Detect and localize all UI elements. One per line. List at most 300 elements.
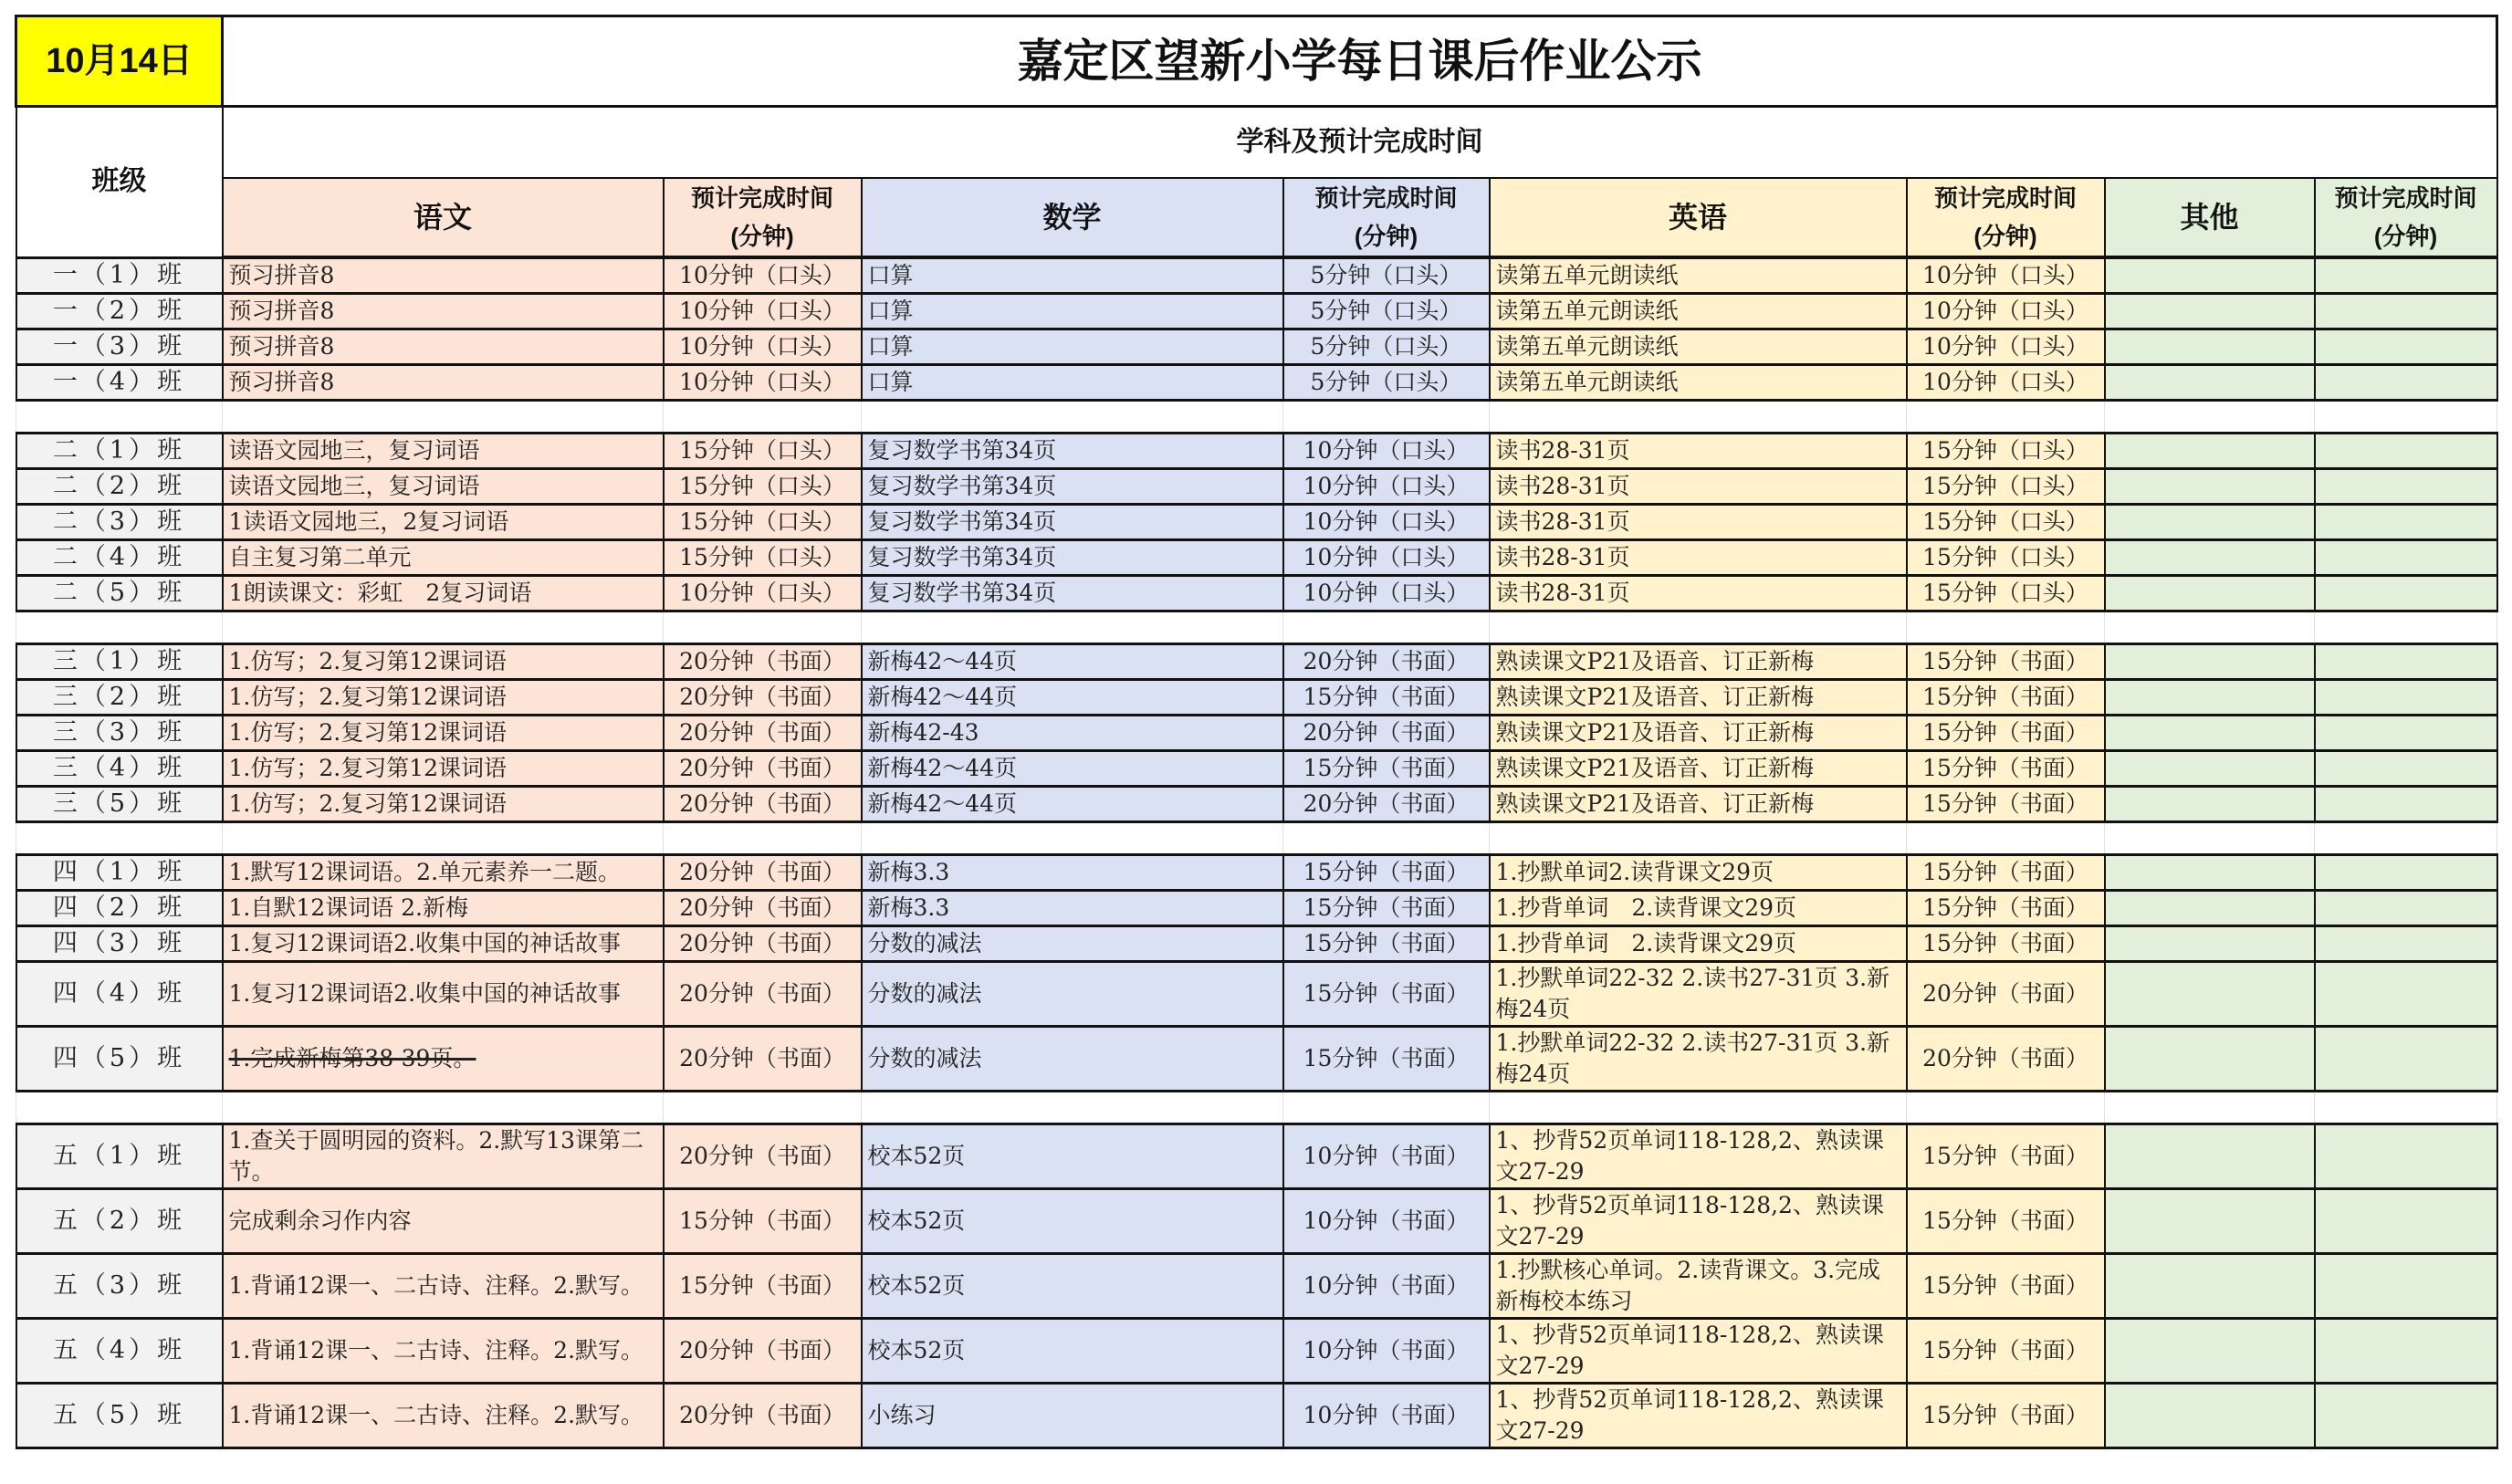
other-time-cell[interactable] bbox=[2315, 434, 2497, 469]
english-cell[interactable]: 读第五单元朗读纸 bbox=[1490, 257, 1907, 294]
yuwen-cell[interactable]: 1.复习12课词语2.收集中国的神话故事 bbox=[223, 926, 664, 962]
table-row bbox=[16, 680, 2497, 716]
time-unit: (分钟) bbox=[1354, 223, 1418, 250]
math-cell[interactable]: 口算 bbox=[862, 329, 1283, 365]
class-cell[interactable]: 四（3）班 bbox=[16, 926, 223, 962]
empty-cell bbox=[1907, 401, 2105, 434]
english-cell[interactable]: 读书28-31页 bbox=[1490, 540, 1907, 576]
table-row bbox=[16, 644, 2497, 680]
empty-cell bbox=[1907, 1092, 2105, 1124]
yuwen-time-cell[interactable]: 15分钟（书面） bbox=[664, 1254, 862, 1319]
table-row bbox=[16, 576, 2497, 611]
other-time-cell[interactable] bbox=[2315, 644, 2497, 680]
class-cell[interactable]: 四（5）班 bbox=[16, 1027, 223, 1092]
math-time-cell[interactable]: 10分钟（口头） bbox=[1283, 469, 1490, 505]
yuwen-cell[interactable]: 预习拼音8 bbox=[223, 257, 664, 294]
math-time-cell[interactable]: 15分钟（书面） bbox=[1283, 751, 1490, 787]
math-cell[interactable]: 校本52页 bbox=[862, 1189, 1283, 1254]
english-time-cell[interactable]: 15分钟（口头） bbox=[1907, 505, 2105, 540]
table-row bbox=[16, 1254, 2497, 1319]
yuwen-time-cell[interactable]: 20分钟（书面） bbox=[664, 680, 862, 716]
empty-cell bbox=[223, 401, 664, 434]
math-cell[interactable]: 新梅42～44页 bbox=[862, 680, 1283, 716]
yuwen-time-cell[interactable]: 20分钟（书面） bbox=[664, 644, 862, 680]
english-cell[interactable]: 1.抄默核心单词。2.读背课文。3.完成新梅校本练习 bbox=[1490, 1254, 1907, 1319]
class-cell[interactable]: 一（2）班 bbox=[16, 294, 223, 329]
yuwen-cell[interactable]: 读语文园地三，复习词语 bbox=[223, 469, 664, 505]
yuwen-cell[interactable]: 预习拼音8 bbox=[223, 329, 664, 365]
math-time-cell[interactable]: 10分钟（口头） bbox=[1283, 434, 1490, 469]
table-row bbox=[16, 1319, 2497, 1384]
yuwen-cell[interactable]: 1.仿写；2.复习第12课词语 bbox=[223, 787, 664, 822]
math-time-cell[interactable]: 20分钟（书面） bbox=[1283, 787, 1490, 822]
subject-header: 学科及预计完成时间 bbox=[223, 107, 2497, 179]
yuwen-time-cell[interactable]: 20分钟（书面） bbox=[664, 926, 862, 962]
math-time-cell[interactable]: 5分钟（口头） bbox=[1283, 329, 1490, 365]
table-row bbox=[16, 329, 2497, 365]
yuwen-cell[interactable]: 1.完成新梅第38-39页。 bbox=[223, 1027, 664, 1092]
class-cell[interactable]: 一（3）班 bbox=[16, 329, 223, 365]
yuwen-cell[interactable]: 1.仿写；2.复习第12课词语 bbox=[223, 716, 664, 751]
math-time-cell[interactable]: 15分钟（书面） bbox=[1283, 962, 1490, 1027]
class-cell[interactable]: 五（5）班 bbox=[16, 1384, 223, 1448]
date-cell: 10月14日 bbox=[16, 16, 223, 107]
empty-cell bbox=[1490, 1092, 1907, 1124]
math-cell[interactable]: 校本52页 bbox=[862, 1319, 1283, 1384]
empty-cell bbox=[1907, 611, 2105, 644]
english-time-cell[interactable]: 15分钟（书面） bbox=[1907, 1124, 2105, 1189]
table-row bbox=[16, 257, 2497, 294]
class-cell[interactable]: 三（1）班 bbox=[16, 644, 223, 680]
class-cell[interactable]: 四（2）班 bbox=[16, 891, 223, 926]
empty-cell bbox=[862, 401, 1283, 434]
english-cell[interactable]: 熟读课文P21及语音、订正新梅 bbox=[1490, 680, 1907, 716]
math-cell[interactable]: 口算 bbox=[862, 294, 1283, 329]
math-time-cell[interactable]: 15分钟（书面） bbox=[1283, 891, 1490, 926]
math-time-cell[interactable]: 15分钟（书面） bbox=[1283, 926, 1490, 962]
other-cell[interactable] bbox=[2105, 751, 2315, 787]
empty-cell bbox=[664, 611, 862, 644]
math-cell[interactable]: 复习数学书第34页 bbox=[862, 576, 1283, 611]
yuwen-time-cell[interactable]: 10分钟（口头） bbox=[664, 257, 862, 294]
class-cell[interactable]: 二（4）班 bbox=[16, 540, 223, 576]
yuwen-time-cell[interactable]: 15分钟（口头） bbox=[664, 540, 862, 576]
other-time-cell[interactable] bbox=[2315, 787, 2497, 822]
other-cell[interactable] bbox=[2105, 680, 2315, 716]
yuwen-cell[interactable]: 1.仿写；2.复习第12课词语 bbox=[223, 680, 664, 716]
other-cell[interactable] bbox=[2105, 1319, 2315, 1384]
other-time-cell[interactable] bbox=[2315, 540, 2497, 576]
other-cell[interactable] bbox=[2105, 294, 2315, 329]
other-cell[interactable] bbox=[2105, 1124, 2315, 1189]
class-cell[interactable]: 二（2）班 bbox=[16, 469, 223, 505]
empty-cell bbox=[2315, 822, 2497, 855]
table-row bbox=[16, 1124, 2497, 1189]
table-row bbox=[16, 962, 2497, 1027]
empty-cell bbox=[1907, 822, 2105, 855]
english-time-cell[interactable]: 15分钟（口头） bbox=[1907, 434, 2105, 469]
yuwen-time-cell[interactable]: 10分钟（口头） bbox=[664, 365, 862, 401]
other-cell[interactable] bbox=[2105, 855, 2315, 891]
math-cell[interactable]: 分数的减法 bbox=[862, 962, 1283, 1027]
yuwen-cell[interactable]: 1.查关于圆明园的资料。2.默写13课第二节。 bbox=[223, 1124, 664, 1189]
yuwen-time-cell[interactable]: 20分钟（书面） bbox=[664, 1319, 862, 1384]
class-cell[interactable]: 三（5）班 bbox=[16, 787, 223, 822]
math-cell[interactable]: 新梅3.3 bbox=[862, 855, 1283, 891]
other-cell[interactable] bbox=[2105, 1384, 2315, 1448]
math-cell[interactable]: 新梅42～44页 bbox=[862, 644, 1283, 680]
other-time-cell[interactable] bbox=[2315, 716, 2497, 751]
empty-cell bbox=[2315, 611, 2497, 644]
english-header: 英语 bbox=[1490, 178, 1907, 257]
yuwen-time-header bbox=[664, 178, 862, 257]
english-time-cell[interactable]: 15分钟（书面） bbox=[1907, 1384, 2105, 1448]
english-time-cell[interactable]: 15分钟（书面） bbox=[1907, 1189, 2105, 1254]
grade-separator-row bbox=[16, 611, 2497, 644]
empty-cell bbox=[16, 611, 223, 644]
time-unit: (分钟) bbox=[1973, 223, 2037, 250]
english-cell[interactable]: 读书28-31页 bbox=[1490, 505, 1907, 540]
english-cell[interactable]: 读第五单元朗读纸 bbox=[1490, 365, 1907, 401]
yuwen-time-cell[interactable]: 20分钟（书面） bbox=[664, 962, 862, 1027]
empty-cell bbox=[1490, 822, 1907, 855]
math-time-cell[interactable]: 10分钟（书面） bbox=[1283, 1319, 1490, 1384]
empty-cell bbox=[223, 1092, 664, 1124]
yuwen-time-cell[interactable]: 10分钟（口头） bbox=[664, 329, 862, 365]
english-cell[interactable]: 读第五单元朗读纸 bbox=[1490, 294, 1907, 329]
class-cell[interactable]: 一（4）班 bbox=[16, 365, 223, 401]
english-cell[interactable]: 1、抄背52页单词118-128,2、熟读课文27-29 bbox=[1490, 1384, 1907, 1448]
other-time-cell[interactable] bbox=[2315, 962, 2497, 1027]
other-cell[interactable] bbox=[2105, 891, 2315, 926]
table-row bbox=[16, 751, 2497, 787]
english-time-cell[interactable]: 15分钟（书面） bbox=[1907, 1254, 2105, 1319]
english-cell[interactable]: 熟读课文P21及语音、订正新梅 bbox=[1490, 787, 1907, 822]
class-header: 班级 bbox=[16, 107, 223, 258]
empty-cell bbox=[862, 822, 1283, 855]
math-cell[interactable]: 新梅42-43 bbox=[862, 716, 1283, 751]
empty-cell bbox=[16, 1092, 223, 1124]
yuwen-cell[interactable]: 1读语文园地三，2复习词语 bbox=[223, 505, 664, 540]
empty-cell bbox=[1283, 1092, 1490, 1124]
english-cell[interactable]: 熟读课文P21及语音、订正新梅 bbox=[1490, 644, 1907, 680]
empty-cell bbox=[2315, 401, 2497, 434]
english-cell[interactable]: 读书28-31页 bbox=[1490, 434, 1907, 469]
empty-cell bbox=[16, 822, 223, 855]
class-cell[interactable]: 五（1）班 bbox=[16, 1124, 223, 1189]
math-time-cell[interactable]: 10分钟（书面） bbox=[1283, 1254, 1490, 1319]
page-title: 嘉定区望新小学每日课后作业公示 bbox=[223, 16, 2497, 107]
other-cell[interactable] bbox=[2105, 540, 2315, 576]
other-cell[interactable] bbox=[2105, 787, 2315, 822]
empty-cell bbox=[862, 611, 1283, 644]
yuwen-time-cell[interactable]: 20分钟（书面） bbox=[664, 716, 862, 751]
empty-cell bbox=[2105, 611, 2315, 644]
english-time-cell[interactable]: 10分钟（口头） bbox=[1907, 257, 2105, 294]
homework-table bbox=[15, 15, 2498, 1449]
math-time-cell[interactable]: 10分钟（书面） bbox=[1283, 1124, 1490, 1189]
other-cell[interactable] bbox=[2105, 505, 2315, 540]
yuwen-time-cell[interactable]: 20分钟（书面） bbox=[664, 1384, 862, 1448]
other-cell[interactable] bbox=[2105, 257, 2315, 294]
english-cell[interactable]: 1、抄背52页单词118-128,2、熟读课文27-29 bbox=[1490, 1124, 1907, 1189]
empty-cell bbox=[223, 822, 664, 855]
empty-cell bbox=[1283, 822, 1490, 855]
english-time-cell[interactable]: 15分钟（书面） bbox=[1907, 855, 2105, 891]
yuwen-cell[interactable]: 1.背诵12课一、二古诗、注释。2.默写。 bbox=[223, 1384, 664, 1448]
other-cell[interactable] bbox=[2105, 716, 2315, 751]
yuwen-time-cell[interactable]: 20分钟（书面） bbox=[664, 1027, 862, 1092]
other-cell[interactable] bbox=[2105, 434, 2315, 469]
table-row bbox=[16, 1189, 2497, 1254]
other-time-cell[interactable] bbox=[2315, 1189, 2497, 1254]
math-cell[interactable]: 复习数学书第34页 bbox=[862, 469, 1283, 505]
table-row bbox=[16, 540, 2497, 576]
other-header: 其他 bbox=[2105, 178, 2315, 257]
class-cell[interactable]: 五（3）班 bbox=[16, 1254, 223, 1319]
class-cell[interactable]: 四（1）班 bbox=[16, 855, 223, 891]
math-cell[interactable]: 分数的减法 bbox=[862, 926, 1283, 962]
math-time-cell[interactable]: 15分钟（书面） bbox=[1283, 855, 1490, 891]
class-cell[interactable]: 二（5）班 bbox=[16, 576, 223, 611]
table-row bbox=[16, 787, 2497, 822]
other-cell[interactable] bbox=[2105, 1027, 2315, 1092]
table-row bbox=[16, 294, 2497, 329]
empty-cell bbox=[2105, 1092, 2315, 1124]
english-cell[interactable]: 1.抄默单词22-32 2.读书27-31页 3.新梅24页 bbox=[1490, 962, 1907, 1027]
empty-cell bbox=[16, 401, 223, 434]
math-cell[interactable]: 口算 bbox=[862, 257, 1283, 294]
empty-cell bbox=[664, 1092, 862, 1124]
other-cell[interactable] bbox=[2105, 365, 2315, 401]
other-time-cell[interactable] bbox=[2315, 680, 2497, 716]
math-time-cell[interactable]: 10分钟（口头） bbox=[1283, 576, 1490, 611]
english-cell[interactable]: 1.抄背单词 2.读背课文29页 bbox=[1490, 891, 1907, 926]
english-time-cell[interactable]: 15分钟（口头） bbox=[1907, 540, 2105, 576]
math-cell[interactable]: 校本52页 bbox=[862, 1254, 1283, 1319]
english-time-cell[interactable]: 15分钟（口头） bbox=[1907, 469, 2105, 505]
english-time-cell[interactable]: 15分钟（口头） bbox=[1907, 576, 2105, 611]
class-cell[interactable]: 三（4）班 bbox=[16, 751, 223, 787]
yuwen-time-cell[interactable]: 10分钟（口头） bbox=[664, 576, 862, 611]
table-row bbox=[16, 855, 2497, 891]
yuwen-cell[interactable]: 预习拼音8 bbox=[223, 365, 664, 401]
english-time-cell[interactable]: 15分钟（书面） bbox=[1907, 644, 2105, 680]
yuwen-cell[interactable]: 1.仿写；2.复习第12课词语 bbox=[223, 644, 664, 680]
math-cell[interactable]: 复习数学书第34页 bbox=[862, 434, 1283, 469]
table-row bbox=[16, 716, 2497, 751]
math-time-cell[interactable]: 5分钟（口头） bbox=[1283, 365, 1490, 401]
yuwen-cell[interactable]: 1.背诵12课一、二古诗、注释。2.默写。 bbox=[223, 1254, 664, 1319]
time-unit: (分钟) bbox=[2373, 223, 2438, 250]
other-cell[interactable] bbox=[2105, 1189, 2315, 1254]
math-time-cell[interactable]: 20分钟（书面） bbox=[1283, 716, 1490, 751]
english-time-cell[interactable]: 15分钟（书面） bbox=[1907, 716, 2105, 751]
yuwen-cell[interactable]: 1朗读课文：彩虹 2复习词语 bbox=[223, 576, 664, 611]
math-cell[interactable]: 分数的减法 bbox=[862, 1027, 1283, 1092]
english-cell[interactable]: 读书28-31页 bbox=[1490, 576, 1907, 611]
english-cell[interactable]: 1、抄背52页单词118-128,2、熟读课文27-29 bbox=[1490, 1319, 1907, 1384]
math-time-cell[interactable]: 10分钟（书面） bbox=[1283, 1189, 1490, 1254]
other-time-cell[interactable] bbox=[2315, 1027, 2497, 1092]
english-cell[interactable]: 熟读课文P21及语音、订正新梅 bbox=[1490, 751, 1907, 787]
time-unit: (分钟) bbox=[730, 223, 794, 250]
other-cell[interactable] bbox=[2105, 644, 2315, 680]
other-time-cell[interactable] bbox=[2315, 576, 2497, 611]
yuwen-time-cell[interactable]: 15分钟（书面） bbox=[664, 1189, 862, 1254]
class-cell[interactable]: 五（2）班 bbox=[16, 1189, 223, 1254]
yuwen-time-cell[interactable]: 20分钟（书面） bbox=[664, 1124, 862, 1189]
other-cell[interactable] bbox=[2105, 926, 2315, 962]
empty-cell bbox=[1283, 611, 1490, 644]
empty-cell bbox=[664, 401, 862, 434]
yuwen-cell[interactable]: 读语文园地三，复习词语 bbox=[223, 434, 664, 469]
other-cell[interactable] bbox=[2105, 1254, 2315, 1319]
empty-cell bbox=[1490, 401, 1907, 434]
table-row bbox=[16, 1384, 2497, 1448]
yuwen-cell[interactable]: 1.默写12课词语。2.单元素养一二题。 bbox=[223, 855, 664, 891]
table-row bbox=[16, 926, 2497, 962]
yuwen-time-cell[interactable]: 15分钟（口头） bbox=[664, 434, 862, 469]
time-label: 预计完成时间 bbox=[1933, 184, 2077, 212]
english-time-cell[interactable]: 15分钟（书面） bbox=[1907, 787, 2105, 822]
empty-cell bbox=[2105, 822, 2315, 855]
yuwen-header: 语文 bbox=[223, 178, 664, 257]
other-time-cell[interactable] bbox=[2315, 926, 2497, 962]
empty-cell bbox=[2105, 401, 2315, 434]
yuwen-time-cell[interactable]: 20分钟（书面） bbox=[664, 751, 862, 787]
other-time-cell[interactable] bbox=[2315, 1384, 2497, 1448]
english-time-cell[interactable]: 10分钟（口头） bbox=[1907, 294, 2105, 329]
class-cell[interactable]: 二（1）班 bbox=[16, 434, 223, 469]
grade-separator-row bbox=[16, 401, 2497, 434]
other-time-cell[interactable] bbox=[2315, 1124, 2497, 1189]
other-time-cell[interactable] bbox=[2315, 891, 2497, 926]
math-time-cell[interactable]: 20分钟（书面） bbox=[1283, 644, 1490, 680]
empty-cell bbox=[223, 611, 664, 644]
english-cell[interactable]: 1、抄背52页单词118-128,2、熟读课文27-29 bbox=[1490, 1189, 1907, 1254]
other-time-cell[interactable] bbox=[2315, 329, 2497, 365]
yuwen-time-cell[interactable]: 20分钟（书面） bbox=[664, 855, 862, 891]
yuwen-cell[interactable]: 1.自默12课词语 2.新梅 bbox=[223, 891, 664, 926]
yuwen-cell[interactable]: 1.复习12课词语2.收集中国的神话故事 bbox=[223, 962, 664, 1027]
table-row bbox=[16, 365, 2497, 401]
other-cell[interactable] bbox=[2105, 469, 2315, 505]
yuwen-time-cell[interactable]: 15分钟（口头） bbox=[664, 469, 862, 505]
other-time-cell[interactable] bbox=[2315, 469, 2497, 505]
math-cell[interactable]: 新梅42～44页 bbox=[862, 751, 1283, 787]
math-time-cell[interactable]: 5分钟（口头） bbox=[1283, 294, 1490, 329]
math-time-cell[interactable]: 10分钟（书面） bbox=[1283, 1384, 1490, 1448]
math-cell[interactable]: 小练习 bbox=[862, 1384, 1283, 1448]
english-cell[interactable]: 1.抄默单词2.读背课文29页 bbox=[1490, 855, 1907, 891]
english-time-header bbox=[1907, 178, 2105, 257]
english-time-cell[interactable]: 15分钟（书面） bbox=[1907, 891, 2105, 926]
class-cell[interactable]: 三（3）班 bbox=[16, 716, 223, 751]
empty-cell bbox=[1490, 611, 1907, 644]
math-cell[interactable]: 复习数学书第34页 bbox=[862, 540, 1283, 576]
math-cell[interactable]: 复习数学书第34页 bbox=[862, 505, 1283, 540]
grade-separator-row bbox=[16, 1092, 2497, 1124]
english-time-cell[interactable]: 20分钟（书面） bbox=[1907, 1027, 2105, 1092]
other-time-cell[interactable] bbox=[2315, 1254, 2497, 1319]
class-cell[interactable]: 一（1）班 bbox=[16, 257, 223, 294]
empty-cell bbox=[862, 1092, 1283, 1124]
yuwen-cell[interactable]: 自主复习第二单元 bbox=[223, 540, 664, 576]
yuwen-time-cell[interactable]: 20分钟（书面） bbox=[664, 891, 862, 926]
table-row bbox=[16, 469, 2497, 505]
time-label: 预计完成时间 bbox=[690, 184, 833, 212]
other-cell[interactable] bbox=[2105, 962, 2315, 1027]
other-time-cell[interactable] bbox=[2315, 751, 2497, 787]
empty-cell bbox=[2315, 1092, 2497, 1124]
yuwen-cell[interactable]: 1.背诵12课一、二古诗、注释。2.默写。 bbox=[223, 1319, 664, 1384]
other-time-cell[interactable] bbox=[2315, 257, 2497, 294]
english-cell[interactable]: 1.抄默单词22-32 2.读书27-31页 3.新梅24页 bbox=[1490, 1027, 1907, 1092]
other-cell[interactable] bbox=[2105, 576, 2315, 611]
grade-separator-row bbox=[16, 822, 2497, 855]
other-time-header bbox=[2315, 178, 2497, 257]
math-cell[interactable]: 校本52页 bbox=[862, 1124, 1283, 1189]
english-time-cell[interactable]: 10分钟（口头） bbox=[1907, 329, 2105, 365]
other-time-cell[interactable] bbox=[2315, 505, 2497, 540]
math-time-cell[interactable]: 10分钟（口头） bbox=[1283, 505, 1490, 540]
time-label: 预计完成时间 bbox=[2334, 184, 2477, 212]
math-time-cell[interactable]: 5分钟（口头） bbox=[1283, 257, 1490, 294]
class-cell[interactable]: 二（3）班 bbox=[16, 505, 223, 540]
math-time-cell[interactable]: 15分钟（书面） bbox=[1283, 680, 1490, 716]
table-row bbox=[16, 434, 2497, 469]
english-time-cell[interactable]: 15分钟（书面） bbox=[1907, 1319, 2105, 1384]
math-cell[interactable]: 新梅3.3 bbox=[862, 891, 1283, 926]
yuwen-time-cell[interactable]: 20分钟（书面） bbox=[664, 787, 862, 822]
yuwen-cell[interactable]: 预习拼音8 bbox=[223, 294, 664, 329]
english-time-cell[interactable]: 15分钟（书面） bbox=[1907, 751, 2105, 787]
other-cell[interactable] bbox=[2105, 329, 2315, 365]
class-cell[interactable]: 三（2）班 bbox=[16, 680, 223, 716]
math-time-cell[interactable]: 10分钟（口头） bbox=[1283, 540, 1490, 576]
other-time-cell[interactable] bbox=[2315, 365, 2497, 401]
english-time-cell[interactable]: 15分钟（书面） bbox=[1907, 680, 2105, 716]
class-cell[interactable]: 四（4）班 bbox=[16, 962, 223, 1027]
math-time-cell[interactable]: 15分钟（书面） bbox=[1283, 1027, 1490, 1092]
english-cell[interactable]: 读第五单元朗读纸 bbox=[1490, 329, 1907, 365]
english-cell[interactable]: 熟读课文P21及语音、订正新梅 bbox=[1490, 716, 1907, 751]
english-cell[interactable]: 1.抄背单词 2.读背课文29页 bbox=[1490, 926, 1907, 962]
math-header: 数学 bbox=[862, 178, 1283, 257]
math-time-header bbox=[1283, 178, 1490, 257]
yuwen-cell[interactable]: 完成剩余习作内容 bbox=[223, 1189, 664, 1254]
other-time-cell[interactable] bbox=[2315, 1319, 2497, 1384]
table-row bbox=[16, 891, 2497, 926]
table-row bbox=[16, 1027, 2497, 1092]
empty-cell bbox=[664, 822, 862, 855]
math-cell[interactable]: 新梅42～44页 bbox=[862, 787, 1283, 822]
class-cell[interactable]: 五（4）班 bbox=[16, 1319, 223, 1384]
other-time-cell[interactable] bbox=[2315, 294, 2497, 329]
time-label: 预计完成时间 bbox=[1314, 184, 1458, 212]
english-time-cell[interactable]: 10分钟（口头） bbox=[1907, 365, 2105, 401]
english-time-cell[interactable]: 20分钟（书面） bbox=[1907, 962, 2105, 1027]
yuwen-time-cell[interactable]: 10分钟（口头） bbox=[664, 294, 862, 329]
yuwen-cell[interactable]: 1.仿写；2.复习第12课词语 bbox=[223, 751, 664, 787]
yuwen-time-cell[interactable]: 15分钟（口头） bbox=[664, 505, 862, 540]
english-time-cell[interactable]: 15分钟（书面） bbox=[1907, 926, 2105, 962]
english-cell[interactable]: 读书28-31页 bbox=[1490, 469, 1907, 505]
empty-cell bbox=[1283, 401, 1490, 434]
math-cell[interactable]: 口算 bbox=[862, 365, 1283, 401]
other-time-cell[interactable] bbox=[2315, 855, 2497, 891]
